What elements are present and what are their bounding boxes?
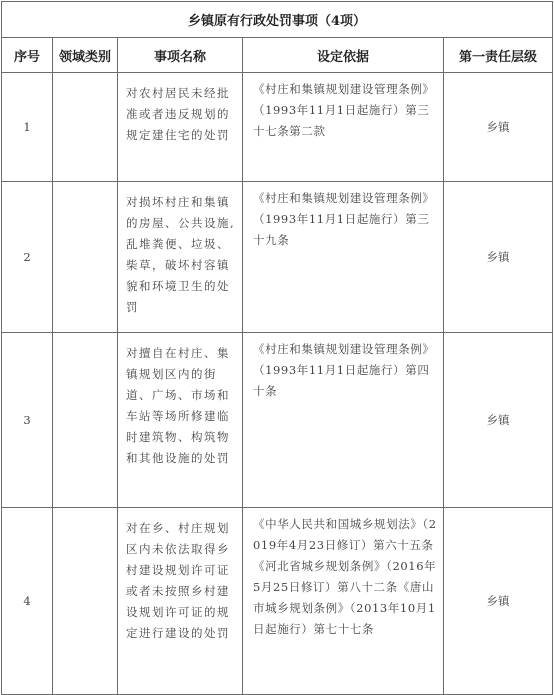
cell-basis <box>243 333 444 508</box>
cell-level: 乡镇 <box>444 333 553 508</box>
cell-name <box>118 73 243 182</box>
cell-domain <box>53 73 118 182</box>
cell-name <box>118 333 243 508</box>
cell-name <box>118 182 243 333</box>
cell-name <box>118 508 243 695</box>
table-row <box>2 333 553 508</box>
header-name: 事项名称 <box>118 38 243 73</box>
cell-basis-text: 《村庄和集镇规划建设管理条例》（1993年11月1日起施行）第三十七条第二款 <box>253 82 435 138</box>
cell-level: 乡镇 <box>444 508 553 695</box>
header-row <box>2 38 553 73</box>
table-title-row <box>2 2 553 38</box>
header-no: 序号 <box>2 38 53 73</box>
cell-no: 1 <box>2 73 53 182</box>
cell-basis <box>243 73 444 182</box>
cell-no: 4 <box>2 508 53 695</box>
cell-name-text: 对损坏村庄和集镇的房屋、公共设施,乱堆粪便、垃圾、柴草，破坏村容镇貌和环境卫生的处罚 <box>126 195 236 314</box>
table-row <box>2 182 553 333</box>
cell-level: 乡镇 <box>444 73 553 182</box>
cell-domain <box>53 182 118 333</box>
cell-no: 3 <box>2 333 53 508</box>
table-row <box>2 73 553 182</box>
penalty-items-table <box>1 1 553 695</box>
table-title: 乡镇原有行政处罚事项（4项） <box>2 2 553 38</box>
cell-domain <box>53 508 118 695</box>
header-basis: 设定依据 <box>243 38 444 73</box>
cell-level: 乡镇 <box>444 182 553 333</box>
cell-basis <box>243 508 444 695</box>
header-domain: 领域类别 <box>53 38 118 73</box>
cell-basis-text: 《中华人民共和国城乡规划法》（2019年4月23日修订）第六十五条《河北省城乡规划条例》（2016年5月25日修订）第八十二条《唐山市城乡规划条例》（2013年10月1日起施行）第七十七条 <box>253 517 437 636</box>
cell-domain <box>53 333 118 508</box>
cell-basis <box>243 182 444 333</box>
cell-basis-text: 《村庄和集镇规划建设管理条例》（1993年11月1日起施行）第三十九条 <box>253 191 435 247</box>
header-level: 第一责任层级 <box>444 38 553 73</box>
cell-name-text: 对擅自在村庄、集镇规划区内的街道、广场、市场和车站等场所修建临时建筑物、构筑物和其他设施的处罚 <box>126 346 230 465</box>
cell-basis-text: 《村庄和集镇规划建设管理条例》（1993年11月1日起施行）第四十条 <box>253 342 435 398</box>
cell-name-text: 对在乡、村庄规划区内未依法取得乡村建设规划许可证或者未按照乡村建设规划许可证的规定进行建设的处罚 <box>126 521 230 640</box>
cell-no: 2 <box>2 182 53 333</box>
cell-name-text: 对农村居民未经批准或者违反规划的规定建住宅的处罚 <box>126 86 230 142</box>
table-row <box>2 508 553 695</box>
